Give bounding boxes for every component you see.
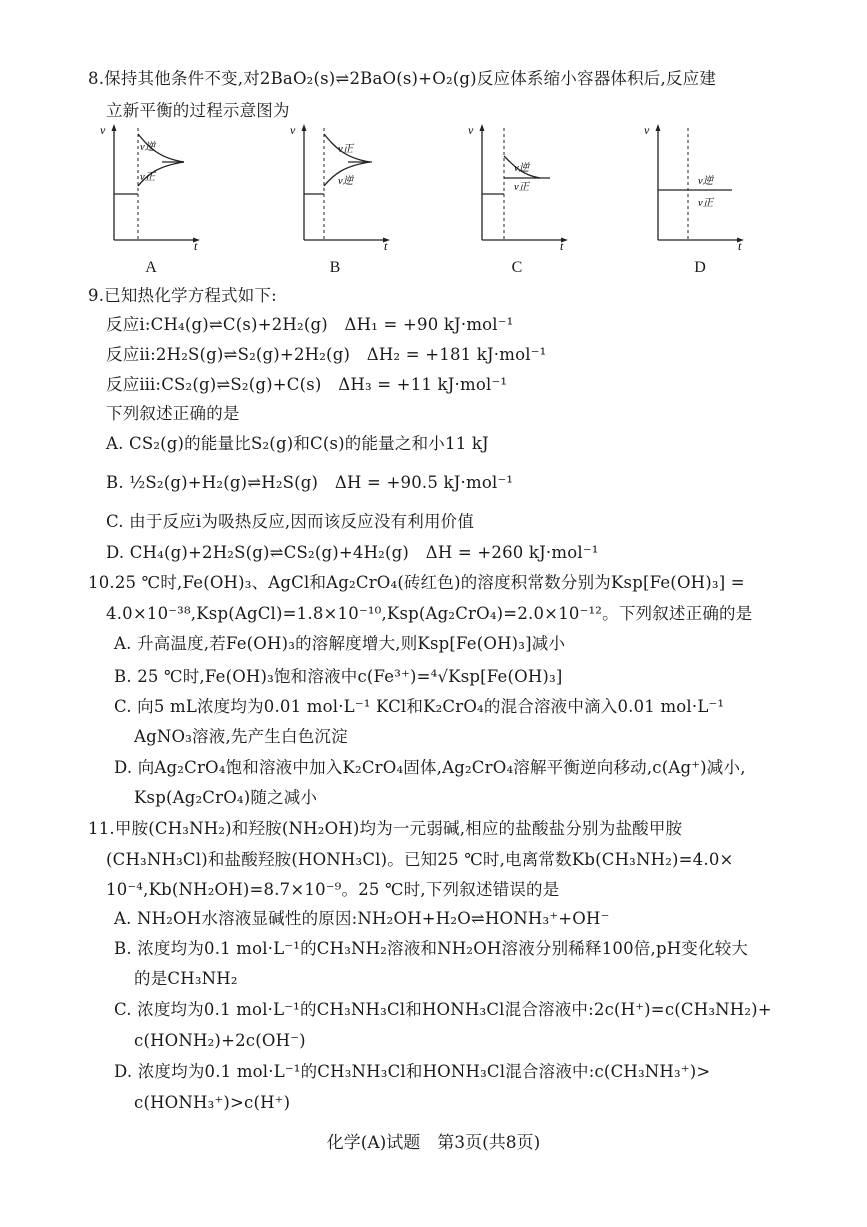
upper-rate-label: v逆 bbox=[514, 163, 530, 174]
q8-graph-d bbox=[640, 120, 750, 253]
q8-graph-b-label: B bbox=[329, 259, 341, 276]
t-axis-label: t bbox=[738, 239, 742, 253]
q10-option-c-line1: C. 向5 mL浓度均为0.01 mol·L⁻¹ KCl和K₂CrO₄的混合溶液中滴入0.01 mol·L⁻¹ bbox=[114, 697, 725, 716]
q8-stem-line1: 8.保持其他条件不变,对2BaO₂(s)⇌2BaO(s)+O₂(g)反应体系缩小容器体积后,反应建 bbox=[88, 69, 717, 88]
v-axis-label: v bbox=[468, 123, 474, 137]
page-footer: 化学(A)试题 第3页(共8页) bbox=[326, 1133, 541, 1153]
q10-option-c-line2: AgNO₃溶液,先产生白色沉淀 bbox=[134, 727, 348, 746]
q8-stem-line2: 立新平衡的过程示意图为 bbox=[106, 101, 290, 120]
upper-rate-label: v正 bbox=[338, 144, 354, 155]
q10-option-b: B. 25 ℃时,Fe(OH)₃饱和溶液中c(Fe³⁺)=⁴√Ksp[Fe(OH)₃] bbox=[114, 667, 563, 686]
upper-rate-label: v逆 bbox=[698, 176, 714, 187]
q9-option-c: C. 由于反应ⅰ为吸热反应,因而该反应没有利用价值 bbox=[106, 512, 475, 531]
lower-rate-label: v正 bbox=[140, 172, 156, 183]
q10-option-a: A. 升高温度,若Fe(OH)₃的溶解度增大,则Ksp[Fe(OH)₃]减小 bbox=[114, 634, 566, 653]
q11-stem-line2: (CH₃NH₃Cl)和盐酸羟胺(HONH₃Cl)。已知25 ℃时,电离常数Kb(CH₃NH₂)=4.0× bbox=[106, 850, 734, 869]
q8-graph-b bbox=[286, 120, 396, 253]
q8-graph-a bbox=[96, 120, 206, 253]
q8-graph-c bbox=[464, 120, 574, 253]
q8-graph-c-label: C bbox=[511, 259, 523, 276]
lower-rate-label: v逆 bbox=[338, 176, 354, 187]
q9-reaction-3: 反应ⅲ:CS₂(g)⇌S₂(g)+C(s) ΔH₃ = +11 kJ·mol⁻¹ bbox=[106, 375, 508, 394]
q11-stem-line1: 11.甲胺(CH₃NH₂)和羟胺(NH₂OH)均为一元弱碱,相应的盐酸盐分别为盐酸甲胺 bbox=[88, 819, 683, 838]
q11-option-b-line1: B. 浓度均为0.1 mol·L⁻¹的CH₃NH₂溶液和NH₂OH溶液分别稀释100倍,pH变化较大 bbox=[114, 939, 749, 958]
lower-rate-label: v正 bbox=[698, 198, 714, 209]
q11-option-c-line2: c(HONH₂)+2c(OH⁻) bbox=[134, 1031, 306, 1050]
q8-graph-d-label: D bbox=[694, 259, 706, 276]
q8-graph-a-label: A bbox=[145, 259, 157, 276]
q11-option-d-line1: D. 浓度均为0.1 mol·L⁻¹的CH₃NH₃Cl和HONH₃Cl混合溶液中:c(CH₃NH₃⁺)> bbox=[114, 1062, 711, 1081]
q9-option-b: B. ½S₂(g)+H₂(g)⇌H₂S(g) ΔH = +90.5 kJ·mol⁻¹ bbox=[106, 473, 514, 492]
q9-reaction-1: 反应ⅰ:CH₄(g)⇌C(s)+2H₂(g) ΔH₁ = +90 kJ·mol⁻¹ bbox=[106, 315, 514, 334]
q10-stem-line1: 10.25 ℃时,Fe(OH)₃、AgCl和Ag₂CrO₄(砖红色)的溶度积常数分别为Ksp[Fe(OH)₃] = bbox=[88, 573, 745, 592]
v-axis-label: v bbox=[290, 123, 296, 137]
q11-option-b-line2: 的是CH₃NH₂ bbox=[134, 969, 238, 988]
q10-option-d-line2: Ksp(Ag₂CrO₄)随之减小 bbox=[134, 788, 318, 807]
v-axis-label: v bbox=[644, 123, 650, 137]
q11-option-a: A. NH₂OH水溶液显碱性的原因:NH₂OH+H₂O⇌HONH₃⁺+OH⁻ bbox=[114, 909, 610, 928]
q10-option-d-line1: D. 向Ag₂CrO₄饱和溶液中加入K₂CrO₄固体,Ag₂CrO₄溶解平衡逆向移动,c(Ag⁺)减小, bbox=[114, 758, 746, 777]
q9-reaction-2: 反应ⅱ:2H₂S(g)⇌S₂(g)+2H₂(g) ΔH₂ = +181 kJ·mol⁻¹ bbox=[106, 345, 547, 364]
t-axis-label: t bbox=[384, 239, 388, 253]
q11-option-d-line2: c(HONH₃⁺)>c(H⁺) bbox=[134, 1093, 291, 1112]
q9-stem: 9.已知热化学方程式如下: bbox=[88, 286, 277, 305]
t-axis-label: t bbox=[194, 239, 198, 253]
q11-option-c-line1: C. 浓度均为0.1 mol·L⁻¹的CH₃NH₃Cl和HONH₃Cl混合溶液中:2c(H⁺)=c(CH₃NH₂)+ bbox=[114, 1000, 772, 1019]
v-axis-label: v bbox=[100, 123, 106, 137]
q9-option-a: A. CS₂(g)的能量比S₂(g)和C(s)的能量之和小11 kJ bbox=[106, 434, 489, 453]
lower-rate-label: v正 bbox=[514, 182, 530, 193]
q11-stem-line3: 10⁻⁴,Kb(NH₂OH)=8.7×10⁻⁹。25 ℃时,下列叙述错误的是 bbox=[106, 880, 560, 899]
q9-option-d: D. CH₄(g)+2H₂S(g)⇌CS₂(g)+4H₂(g) ΔH = +260 kJ·mol⁻¹ bbox=[106, 543, 599, 562]
q10-stem-line2: 4.0×10⁻³⁸,Ksp(AgCl)=1.8×10⁻¹⁰,Ksp(Ag₂CrO₄)=2.0×10⁻¹²。下列叙述正确的是 bbox=[106, 604, 753, 623]
q9-ask: 下列叙述正确的是 bbox=[106, 404, 240, 423]
t-axis-label: t bbox=[560, 239, 564, 253]
upper-rate-label: v逆 bbox=[140, 142, 156, 153]
